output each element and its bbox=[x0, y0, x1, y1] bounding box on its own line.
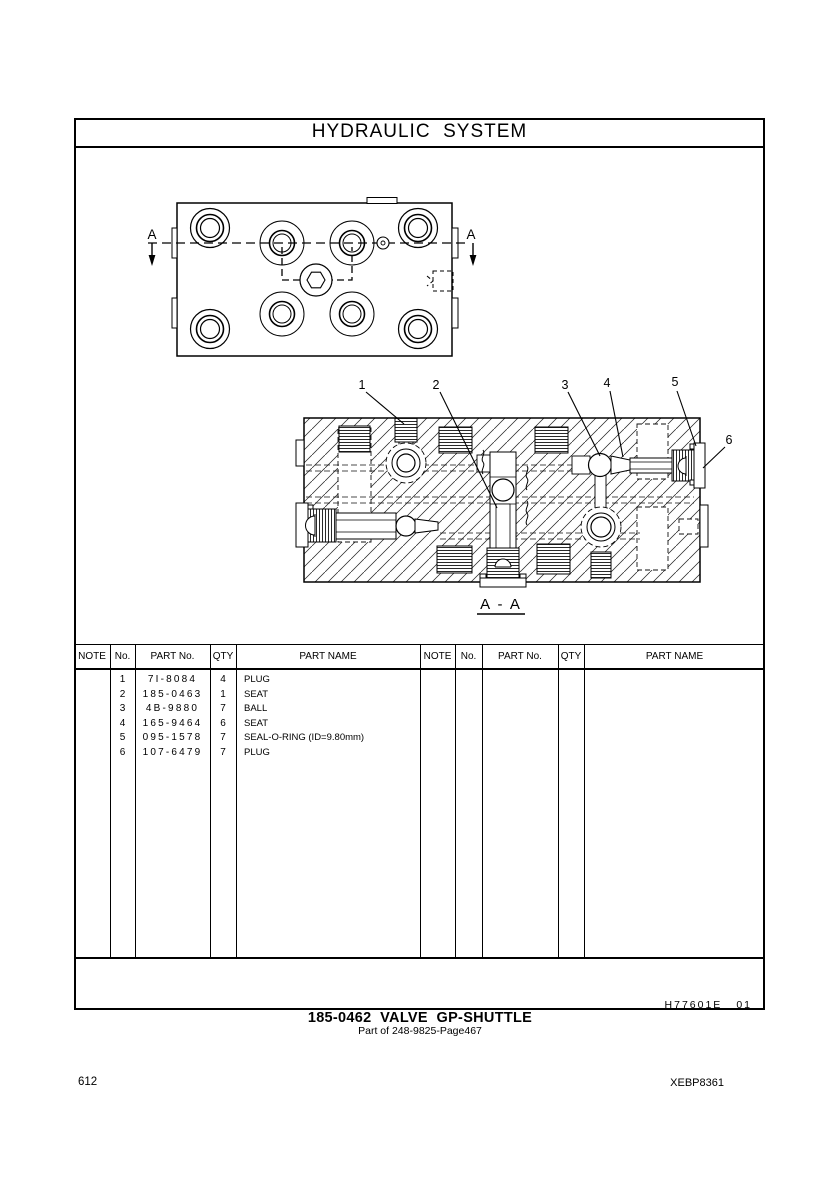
part-of-reference: Part of 248-9825-Page467 bbox=[358, 1025, 482, 1037]
cell-part-no: 107-6479 bbox=[142, 746, 203, 758]
col-header-no: No. bbox=[114, 650, 131, 662]
table-column-qty bbox=[210, 673, 236, 760]
callout-5: 5 bbox=[671, 375, 679, 389]
cell-part-name: SEAT bbox=[244, 717, 269, 729]
cell-no: 1 bbox=[119, 674, 126, 685]
part-number-title: 185-0462 VALVE GP-SHUTTLE bbox=[307, 1010, 533, 1026]
cell-qty: 6 bbox=[220, 717, 226, 729]
table-v-rule bbox=[584, 645, 585, 959]
section-marker-right: A bbox=[466, 227, 476, 242]
section-marker-left: A bbox=[147, 227, 157, 242]
body-tab-left bbox=[296, 440, 304, 466]
cell-no: 3 bbox=[119, 703, 126, 714]
table-v-rule bbox=[558, 645, 559, 959]
col-header-qty-2: QTY bbox=[560, 650, 582, 662]
cell-part-no: 095-1578 bbox=[142, 732, 203, 743]
cell-no: 4 bbox=[119, 717, 126, 729]
table-v-rule bbox=[482, 645, 483, 959]
callout-2: 2 bbox=[432, 378, 440, 392]
cell-part-name: SEAL-O-RING (ID=9.80mm) bbox=[244, 732, 365, 743]
table-v-rule bbox=[455, 645, 456, 959]
section-arrow-right bbox=[470, 243, 477, 266]
section-view bbox=[296, 375, 733, 614]
page-title: HYDRAULIC SYSTEM bbox=[74, 118, 765, 148]
cell-qty: 7 bbox=[220, 732, 226, 743]
col-header-note-2: NOTE bbox=[423, 650, 452, 662]
cell-part-no: 7I-8084 bbox=[147, 674, 198, 685]
drawing-code-number: H77601E bbox=[664, 999, 723, 1011]
section-view-label: A - A bbox=[480, 596, 522, 613]
callout-6: 6 bbox=[725, 433, 733, 447]
table-column-no bbox=[110, 673, 135, 760]
col-header-part-no: PART No. bbox=[150, 650, 195, 662]
cell-no: 5 bbox=[119, 732, 126, 743]
technical-drawing bbox=[74, 148, 765, 644]
cell-no: 6 bbox=[119, 746, 126, 758]
cell-qty: 4 bbox=[220, 674, 226, 685]
cell-part-name: PLUG bbox=[244, 746, 270, 758]
col-header-part-name: PART NAME bbox=[299, 650, 357, 662]
parts-table bbox=[74, 644, 765, 959]
section-arrow-left bbox=[149, 243, 156, 266]
cell-part-no: 185-0463 bbox=[142, 688, 203, 700]
body-tab-right bbox=[700, 505, 708, 547]
small-port bbox=[377, 237, 389, 249]
cell-part-no: 165-9464 bbox=[142, 717, 203, 729]
col-header-note: NOTE bbox=[78, 650, 106, 662]
col-header-qty: QTY bbox=[212, 650, 234, 662]
media-number: XEBP8361 bbox=[670, 1077, 724, 1089]
col-header-part-name-2: PART NAME bbox=[645, 650, 704, 662]
plan-view bbox=[147, 198, 476, 357]
table-column-part-name bbox=[236, 673, 420, 760]
cell-part-name: SEAT bbox=[244, 688, 269, 700]
callout-4: 4 bbox=[603, 376, 611, 390]
cell-qty: 7 bbox=[220, 703, 226, 714]
cell-qty: 1 bbox=[220, 688, 226, 700]
col-header-no-2: No. bbox=[460, 650, 477, 662]
cell-part-name: BALL bbox=[244, 703, 268, 714]
col-header-part-no-2: PART No. bbox=[498, 650, 542, 662]
table-v-rule bbox=[420, 645, 421, 959]
callout-3: 3 bbox=[561, 378, 569, 392]
callout-1: 1 bbox=[358, 378, 366, 392]
hex-plug bbox=[300, 264, 332, 296]
cell-part-name: PLUG bbox=[244, 674, 270, 685]
cell-part-no: 4B-9880 bbox=[145, 703, 200, 714]
cell-qty: 7 bbox=[220, 746, 226, 758]
cell-no: 2 bbox=[119, 688, 126, 700]
drawing-code-revision: 01 bbox=[736, 999, 752, 1011]
table-column-part-no bbox=[135, 673, 210, 760]
page-number: 612 bbox=[78, 1076, 98, 1088]
